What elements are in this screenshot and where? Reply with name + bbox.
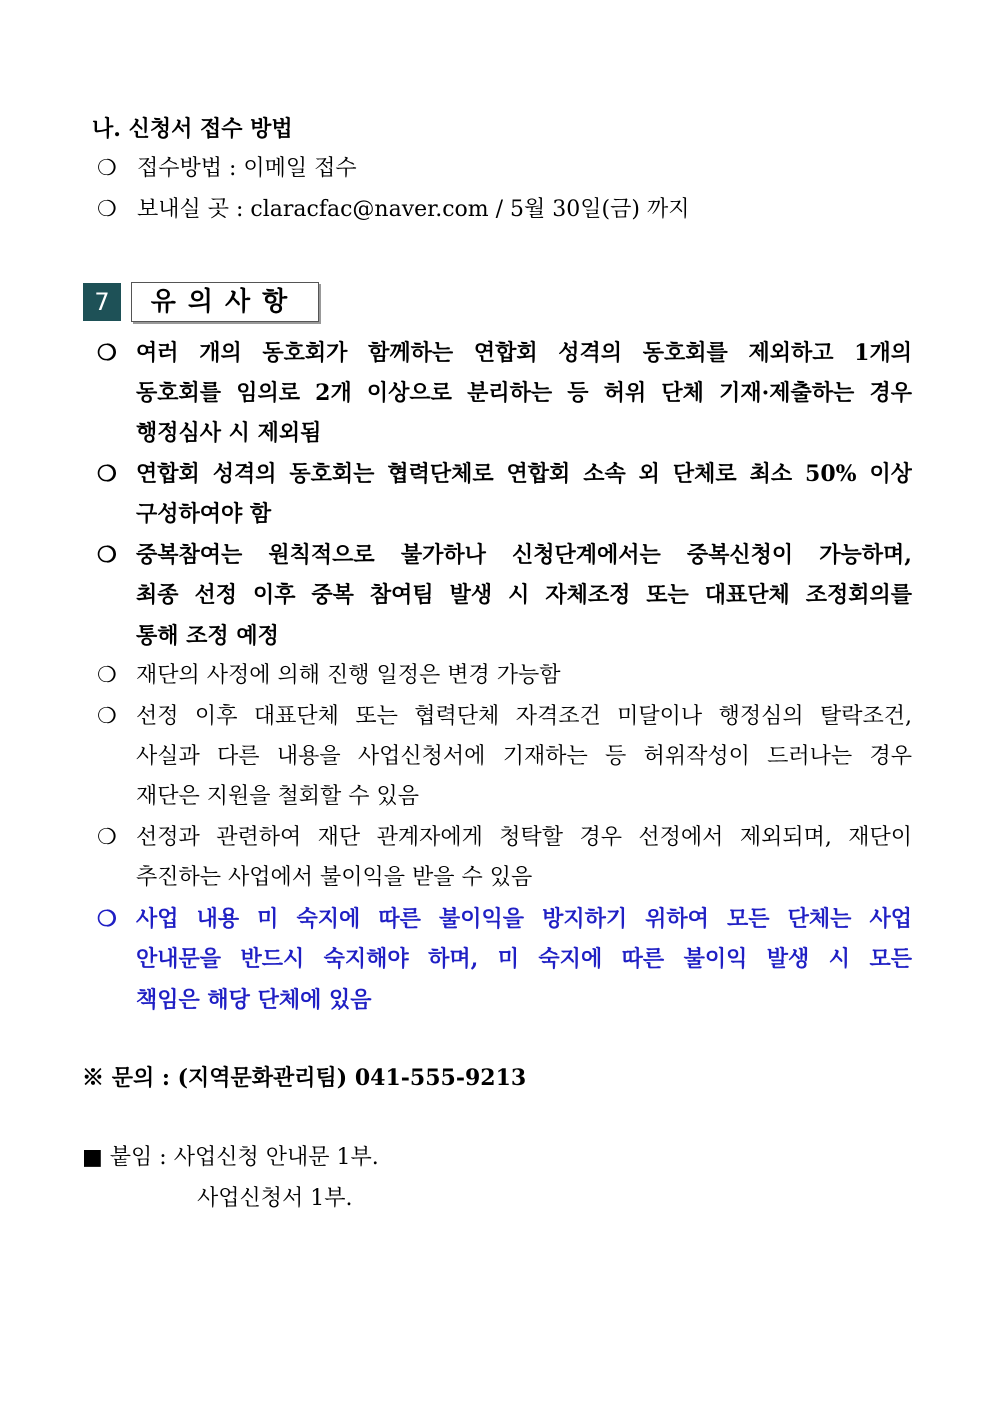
circle-bullet-icon: ❍	[97, 825, 117, 850]
attachment-line	[82, 1143, 379, 1173]
subsection-heading: 나. 신청서 접수 방법	[92, 116, 293, 142]
circle-bullet-icon: ❍	[97, 704, 117, 729]
list-item-line: 구성하여야 함	[136, 501, 272, 527]
reference-mark-icon: ※	[82, 1065, 105, 1091]
circle-bullet-icon: ❍	[97, 197, 117, 222]
circle-bullet-icon: ❍	[97, 461, 117, 487]
list-item-line: 최종 선정 이후 중복 참여팀 발생 시 자체조정 또는 대표단체 조정회의를	[136, 582, 912, 608]
attachment-item: 사업신청 안내문 1부.	[173, 1145, 379, 1170]
list-item-line: 책임은 해당 단체에 있음	[136, 987, 372, 1013]
list-item	[97, 154, 357, 184]
list-item-line: 연합회 성격의 동호회는 협력단체로 연합회 소속 외 단체로 최소 50% 이상	[136, 461, 912, 487]
circle-bullet-icon: ❍	[97, 156, 117, 181]
circle-bullet-icon: ❍	[97, 906, 117, 932]
list-item-line: 여러 개의 동호회가 함께하는 연합회 성격의 동호회를 제외하고 1개의	[136, 340, 912, 366]
attachment-label: 붙임 :	[109, 1145, 167, 1170]
list-item-line: 통해 조정 예정	[136, 623, 279, 649]
section-title: 유의사항	[131, 282, 319, 322]
list-item-line: 재단은 지원을 철회할 수 있음	[136, 784, 419, 809]
list-item-line: 재단의 사정에 의해 진행 일정은 변경 가능함	[136, 663, 561, 688]
list-item-line: 안내문을 반드시 숙지해야 하며, 미 숙지에 따른 불이익 발생 시 모든	[136, 946, 912, 972]
circle-bullet-icon: ❍	[97, 340, 117, 366]
list-item-line: 중복참여는 원칙적으로 불가하나 신청단계에서는 중복신청이 가능하며,	[136, 542, 912, 568]
list-item-line: 추진하는 사업에서 불이익을 받을 수 있음	[136, 865, 533, 890]
list-item-line: 사실과 다른 내용을 사업신청서에 기재하는 등 허위작성이 드러나는 경우	[136, 744, 912, 769]
section-number-badge: 7	[83, 283, 121, 321]
list-item-line: 선정 이후 대표단체 또는 협력단체 자격조건 미달이나 행정심의 탈락조건,	[136, 704, 912, 729]
inquiry-text: 문의 : (지역문화관리팀) 041-555-9213	[111, 1065, 527, 1091]
list-item-line: 행정심사 시 제외됨	[136, 420, 322, 446]
list-item-line: 동호회를 임의로 2개 이상으로 분리하는 등 허위 단체 기재·제출하는 경우	[136, 380, 912, 406]
list-item-text: 접수방법 : 이메일 접수	[137, 156, 357, 181]
inquiry-line	[82, 1063, 526, 1093]
list-item	[97, 195, 689, 225]
circle-bullet-icon: ❍	[97, 663, 117, 688]
list-item-line: 사업 내용 미 숙지에 따른 불이익을 방지하기 위하여 모든 단체는 사업	[136, 906, 912, 932]
list-item-line: 선정과 관련하여 재단 관계자에게 청탁할 경우 선정에서 제외되며, 재단이	[136, 825, 912, 850]
attachment-item: 사업신청서 1부.	[197, 1186, 353, 1211]
list-item-text: 보내실 곳 : claracfac@naver.com / 5월 30일(금) 까지	[137, 197, 690, 222]
circle-bullet-icon: ❍	[97, 542, 117, 568]
square-bullet-icon: ■	[82, 1145, 103, 1170]
